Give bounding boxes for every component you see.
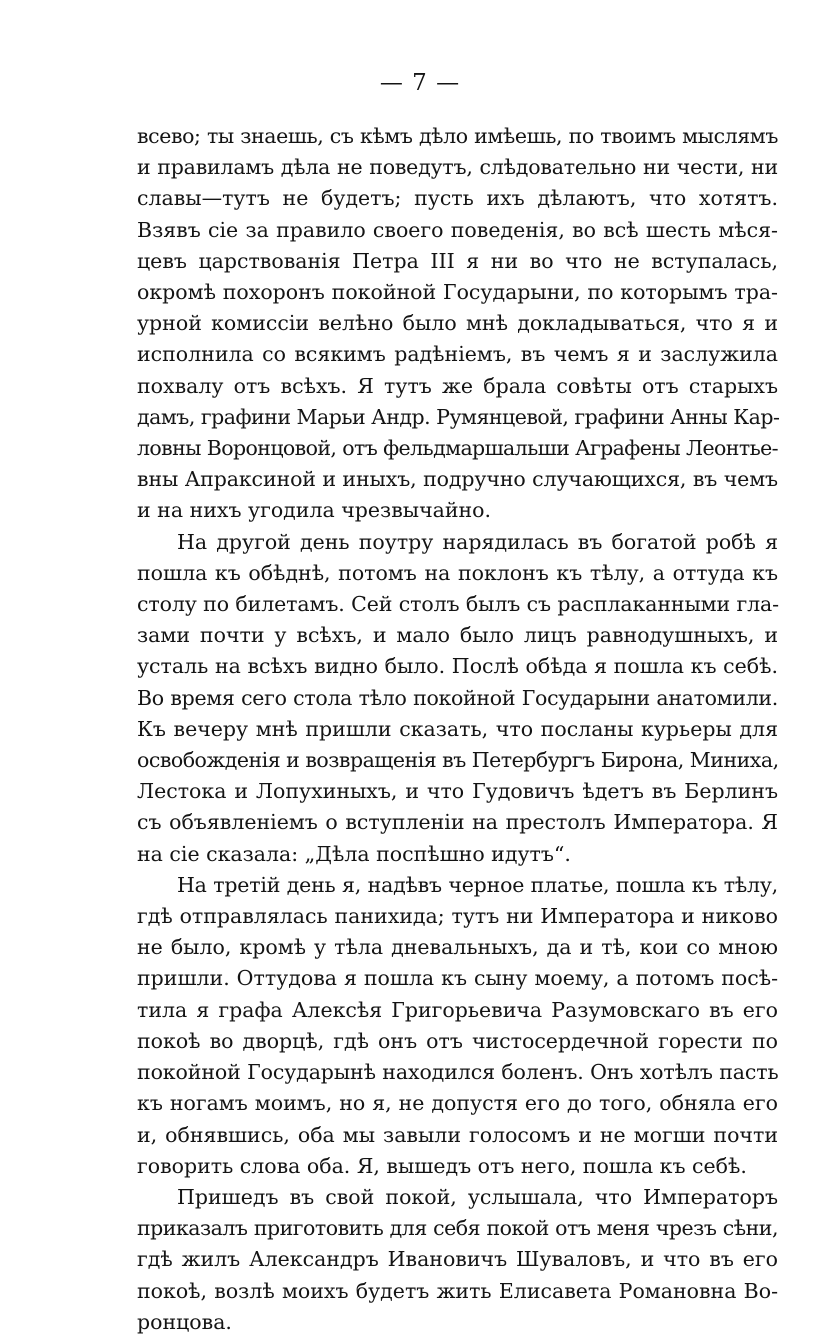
text-line: пошла къ обѣднѣ, потомъ на поклонъ къ тѣлу, а оттуда къ [137,560,778,585]
text-line: пришли. Оттудова я пошла къ сыну моему, а потомъ посѣ- [137,966,778,991]
text-line: На третій день я, надѣвъ черное платье, пошла къ тѣлу, [177,872,778,897]
text-line: зами почти у всѣхъ, и мало было лицъ равнодушныхъ, и [137,623,778,648]
text-line: тила я графа Алексѣя Григорьевича Разумовскаго въ его [137,997,778,1022]
text-line: ронцова. [137,1309,232,1334]
text-line: Взявъ сіе за правило своего поведенія, во всѣ шесть мѣся- [137,217,778,242]
text-line: съ объявленіемъ о вступленіи на престолъ Императора. Я [137,810,778,835]
text-line: покойной Государынѣ находился боленъ. Онъ хотѣлъ пасть [137,1060,779,1085]
text-line: освобожденія и возвращенія въ Петербургъ Бирона, Миниха, [137,748,779,773]
text-line: исполнила со всякимъ радѣніемъ, въ чемъ я и заслужила [137,342,778,367]
text-line: похвалу отъ всѣхъ. Я тутъ же брала совѣты отъ старыхъ [137,373,778,398]
text-line: покоѣ во дворцѣ, гдѣ онъ отъ чистосердечной горести по [137,1028,778,1053]
text-line: на сіе сказала: „Дѣла поспѣшно идутъ“. [137,841,571,866]
text-line: Лестока и Лопухиныхъ, и что Гудовичъ ѣдетъ въ Берлинъ [137,779,778,804]
text-line: гдѣ отправлялась панихида; тутъ ни Императора и никово [137,904,778,929]
text-line: приказалъ приготовить для себя покой отъ меня чрезъ сѣни, [137,1216,778,1241]
paragraph [137,870,778,1182]
text-line: Пришедъ въ свой покой, услышала, что Императоръ [177,1184,778,1209]
text-line: славы—тутъ не будетъ; пусть ихъ дѣлаютъ, что хотятъ. [137,186,778,211]
text-line: дамъ, графини Марьи Андр. Румянцевой, графини Анны Кар- [137,404,780,429]
text-line: ловны Воронцовой, отъ фельдмаршальши Аграфены Леонтье- [137,436,778,461]
text-line: Во время сего стола тѣло покойной Государыни анатомили. [137,685,778,710]
text-line: и, обнявшись, оба мы завыли голосомъ и не могши почти [137,1122,778,1147]
text-line: столу по билетамъ. Сей столъ былъ съ расплаканными гла- [137,592,780,617]
paragraph [137,1182,778,1338]
text-line: цевъ царствованія Петра III я ни во что не вступалась, [137,248,778,273]
paragraph [137,121,778,527]
text-line: Къ вечеру мнѣ пришли сказать, что посланы курьеры для [137,716,778,741]
paragraph [137,527,778,870]
body-text [137,121,778,1338]
text-line: и правиламъ дѣла не поведутъ, слѣдовательно ни чести, ни [137,155,778,180]
text-line: окромѣ похоронъ покойной Государыни, по которымъ тра- [137,280,778,305]
text-line: усталь на всѣхъ видно было. Послѣ обѣда я пошла къ себѣ. [137,654,778,679]
text-line: гдѣ жилъ Александръ Ивановичъ Шуваловъ, и что въ его [137,1247,778,1272]
text-line: къ ногамъ моимъ, но я, не допустя его до того, обняла его [137,1091,778,1116]
text-line: не было, кромѣ у тѣла дневальныхъ, да и тѣ, кои со мною [137,935,778,960]
text-line: урной комиссіи велѣно было мнѣ докладываться, что я и [137,311,778,336]
text-line: покоѣ, возлѣ моихъ будетъ жить Елисавета Романовна Во- [137,1278,778,1303]
page-number: — 7 — [379,70,461,96]
text-line: говорить слова оба. Я, вышедъ отъ него, пошла къ себѣ. [137,1153,747,1178]
text-line: На другой день поутру нарядилась въ богатой робѣ я [177,529,778,554]
text-line: всево; ты знаешь, съ кѣмъ дѣло имѣешь, по твоимъ мыслямъ [137,124,778,148]
text-line: и на нихъ угодила чрезвычайно. [137,498,492,523]
text-line: вны Апраксиной и иныхъ, подручно случающихся, въ чемъ [137,467,778,492]
